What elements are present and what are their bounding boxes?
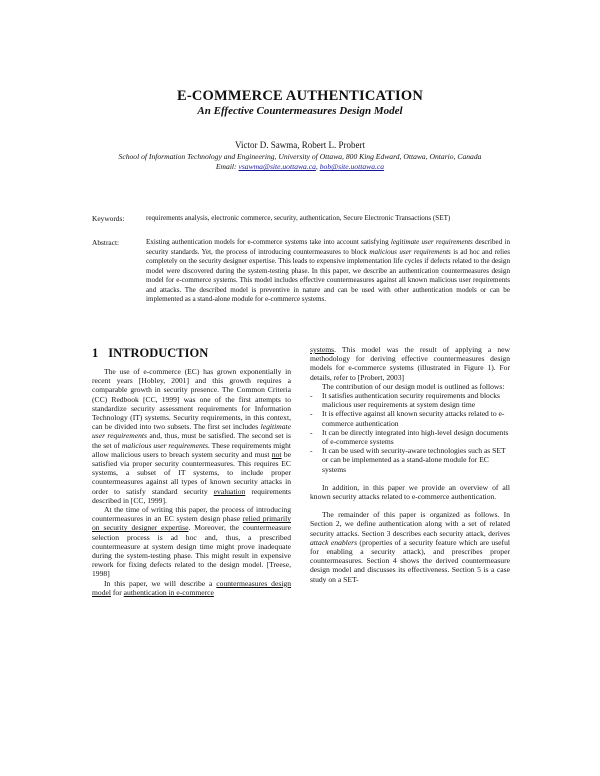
paragraph: In this paper, we will describe a countermeasures design model for authentication in e-commerce [92, 578, 292, 597]
paragraph: At the time of writing this paper, the process of introducing countermeasures in an EC system design phase relied primarily on security designer expertise. Moreover, the countermeasure selection process is ad hoc and, thus, a prescribed countermeasure at system design time might prove inadequate during the system-testing phase. This might result in expensive rework for fixing defects related to the design model. [Treese, 1998] [92, 505, 292, 579]
paper-title: E-COMMERCE AUTHENTICATION [176, 88, 423, 104]
section-title: INTRODUCTION [108, 346, 209, 360]
paragraph: The use of e-commerce (EC) has grown exponentially in recent years [Hobley, 2001] and this growth requires a comparable growth in security presence. The Common Criteria (CC) Redbook [CC, 1999] was one of the first attempts to standardize security assessment requirements for Information Technology (IT) systems. Security requirements, in this context, can be divided into two subsets. The first set includes legitimate user requirements and, thus, must be satisfied. The second set is the set of malicious user requirements. These requirements might allow malicious users to breach system security and must not be satisfied via proper security countermeasures. This requires EC systems, a subset of IT systems, to include proper countermeasures against all types of known security attacks in order to satisfy standard security evaluation requirements described in [CC, 1999]. [92, 367, 291, 505]
right-column [310, 345, 510, 584]
section-number: 1 [92, 346, 99, 360]
keywords-label: Keywords: [92, 214, 125, 223]
paragraph: systems. This model was the result of applying a new methodology for deriving effective countermeasures design models for e-commerce systems (illustrated in Figure 1). For details, refer to [Probert, 2003] [310, 345, 510, 382]
affiliation: School of Information Technology and Engineering, University of Ottawa, 800 King Edward, Ottawa, Ontario, Canada [118, 152, 482, 161]
email-separator: , [315, 162, 318, 171]
section-heading-introduction [92, 346, 208, 361]
list-item: - It can be used with security-aware technologies such as SET or can be implemented as a stand-alone module for EC systems [310, 446, 506, 474]
list-item: - It satisfies authentication security requirements and blocks malicious user requirements at system design time [310, 391, 500, 410]
paragraph: The contribution of our design model is outlined as follows: [322, 381, 505, 391]
paper-subtitle: An Effective Countermeasures Design Model [197, 105, 403, 117]
authors: Victor D. Sawma, Robert L. Probert [235, 140, 365, 150]
abstract-label: Abstract: [92, 238, 120, 247]
abstract-text: Existing authentication models for e-commerce systems take into account satisfying legitimate user requirements described in security standards. Yet, the process of introducing countermeasures to block malicious user requirements is ad hoc and relies completely on the security designer expertise. This leads to expensive implementation life cycles if defects related to the design model were discovered during the system-testing phase. In this paper, we describe an authentication countermeasures design model for e-commerce systems. This model includes effective countermeasures against all known malicious user requirements and attacks. The described model is preventive in nature and can be used with other authentication models or can be implemented as a stand-alone module for e-commerce systems. [146, 238, 511, 304]
keywords-text: requirements analysis, electronic commerce, security, authentication, Secure Electronic Transactions (SET) [146, 214, 451, 222]
list-item: - It can be directly integrated into high-level design documents of e-commerce systems [310, 427, 509, 447]
left-column [92, 367, 291, 597]
email-link-probert[interactable]: bob@site.uottawa.ca [319, 162, 385, 171]
paragraph: The remainder of this paper is organized as follows. In Section 2, we define authentication along with a set of related security attacks. Section 3 describes each security attack, derives attack enablers (properties of a security feature which are useful for enabling a security attack), and prescribes proper countermeasures. Section 4 shows the derived countermeasure design model and discusses its effectiveness. Section 5 is a case study on a SET- [310, 510, 510, 584]
email-line [0, 162, 600, 171]
email-link-sawma[interactable]: vsawma@site.uottawa.ca [238, 162, 316, 171]
list-item: - It is effective against all known security attacks related to e-commerce authentication [310, 409, 505, 428]
email-label: Email: [215, 162, 237, 171]
paragraph: In addition, in this paper we provide an overview of all known security attacks related to e-commerce authentication. [310, 482, 510, 502]
